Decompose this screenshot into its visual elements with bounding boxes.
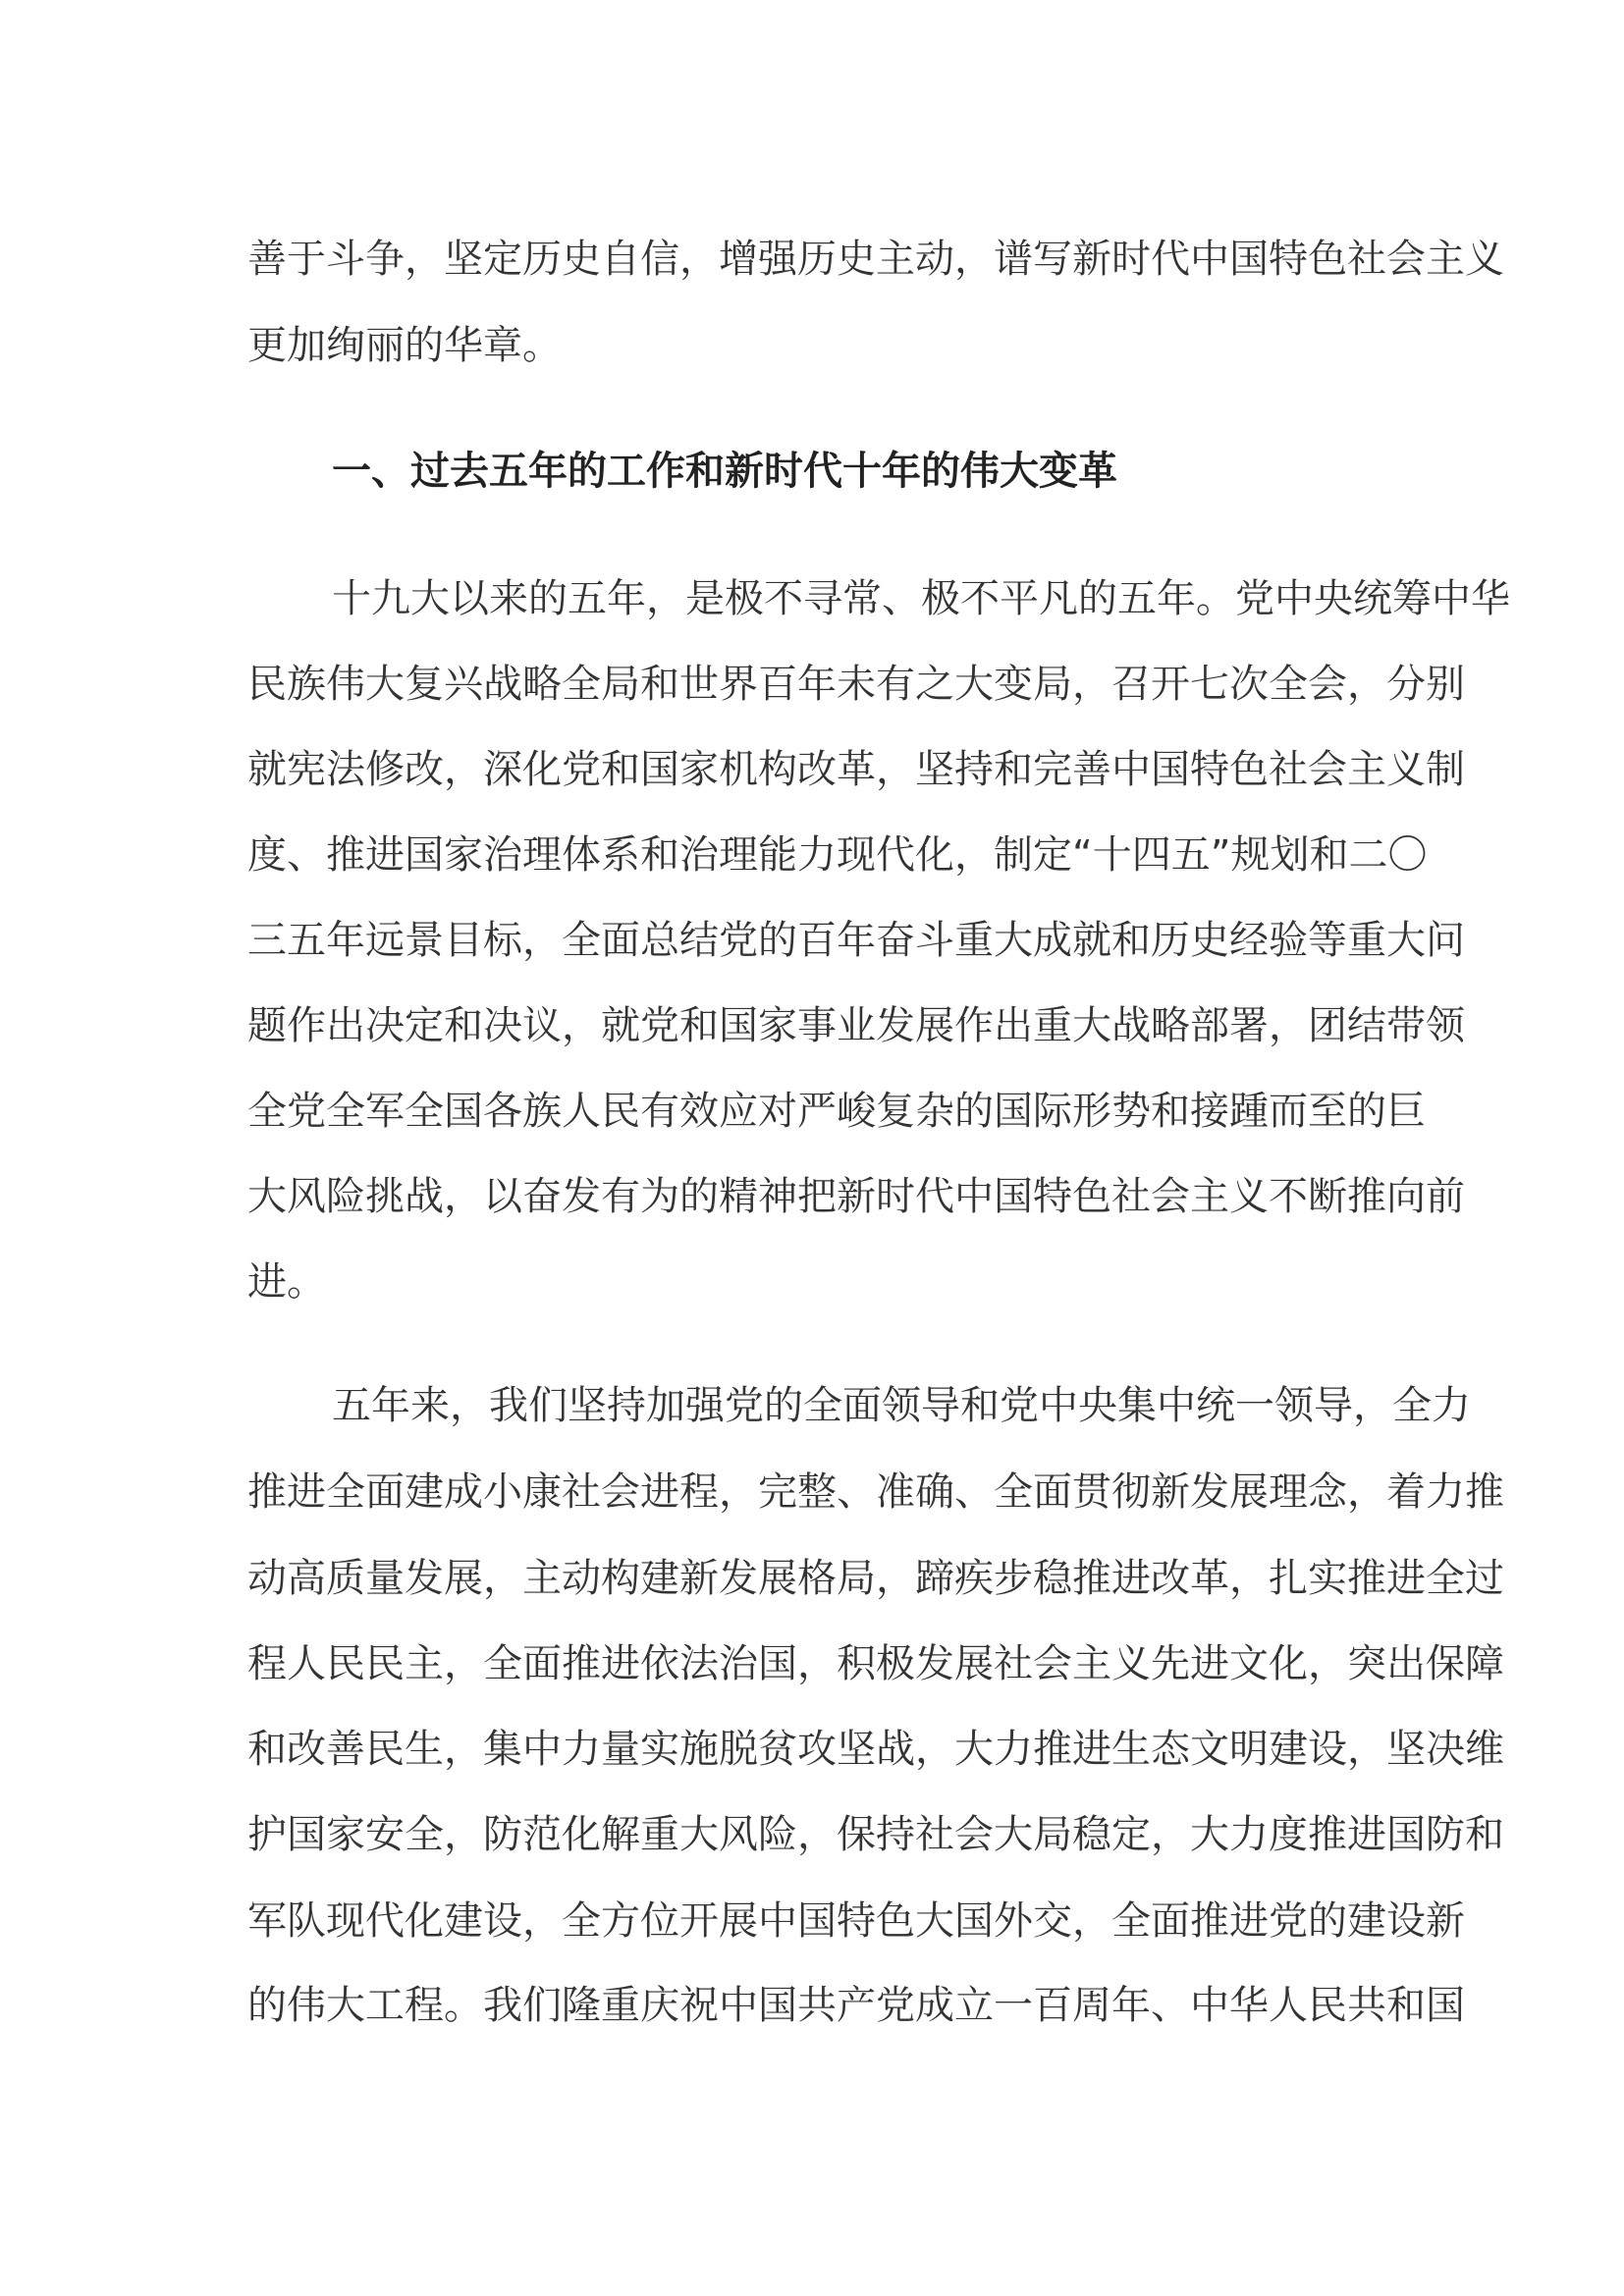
paragraph-line: 护国家安全，防范化解重大风险，保持社会大局稳定，大力度推进国防和	[247, 1812, 1504, 1857]
paragraph-line: 动高质量发展，主动构建新发展格局，蹄疾步稳推进改革，扎实推进全过	[247, 1556, 1504, 1601]
paragraph-line: 全党全军全国各族人民有效应对严峻复杂的国际形势和接踵而至的巨	[247, 1089, 1426, 1134]
paragraph-line: 程人民民主，全面推进依法治国，积极发展社会主义先进文化，突出保障	[247, 1641, 1504, 1686]
paragraph-line: 民族伟大复兴战略全局和世界百年未有之大变局，召开七次全会，分别	[247, 662, 1465, 707]
paragraph-line: 和改善民生，集中力量实施脱贫攻坚战，大力推进生态文明建设，坚决维	[247, 1727, 1504, 1772]
paragraph-line: 善于斗争，坚定历史自信，增强历史主动，谱写新时代中国特色社会主义	[247, 237, 1504, 282]
paragraph-line: 推进全面建成小康社会进程，完整、准确、全面贯彻新发展理念，着力推	[247, 1469, 1504, 1515]
paragraph-line: 十九大以来的五年，是极不寻常、极不平凡的五年。党中央统筹中华	[332, 576, 1510, 621]
paragraph-line: 题作出决定和决议，就党和国家事业发展作出重大战略部署，团结带领	[247, 1003, 1465, 1048]
paragraph-line: 军队现代化建设，全方位开展中国特色大国外交，全面推进党的建设新	[247, 1898, 1465, 1944]
section-heading: 一、过去五年的工作和新时代十年的伟大变革	[332, 449, 1117, 494]
paragraph-line: 的伟大工程。我们隆重庆祝中国共产党成立一百周年、中华人民共和国	[247, 1983, 1465, 2028]
paragraph-line: 五年来，我们坚持加强党的全面领导和党中央集中统一领导，全力	[332, 1383, 1471, 1428]
paragraph-line: 更加绚丽的华章。	[247, 323, 562, 368]
paragraph-line: 就宪法修改，深化党和国家机构改革，坚持和完善中国特色社会主义制	[247, 747, 1465, 792]
paragraph-line: 三五年远景目标，全面总结党的百年奋斗重大成就和历史经验等重大问	[247, 918, 1465, 963]
paragraph-line: 大风险挑战，以奋发有为的精神把新时代中国特色社会主义不断推向前	[247, 1174, 1465, 1219]
paragraph-line: 进。	[247, 1259, 326, 1305]
paragraph-line: 度、推进国家治理体系和治理能力现代化，制定“十四五”规划和二〇	[247, 832, 1428, 878]
